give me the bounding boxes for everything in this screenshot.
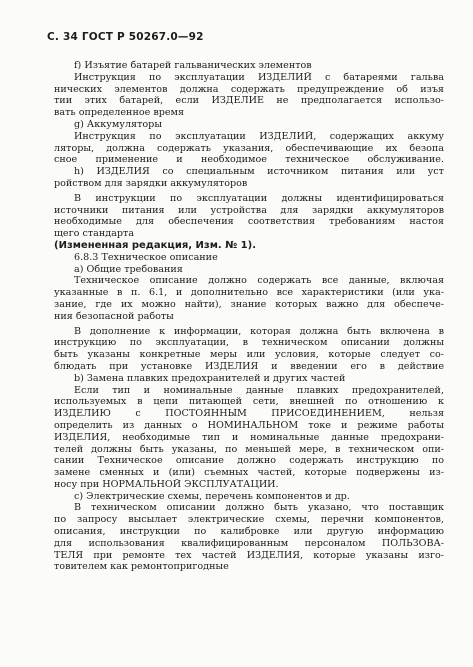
text-line: g) Аккумуляторы [74, 118, 162, 130]
text-line: необходимые для обеспечения соответствия требованиям настоя [54, 216, 444, 228]
text-line: инструкцию по эксплуатации, в техническом описании должны [54, 337, 444, 349]
text-line: В инструкции по эксплуатации должны идентифицироваться [74, 192, 444, 204]
text-line: ройством для зарядки аккумуляторов [54, 177, 248, 189]
text-line: нических элементов должна содержать предупреждение об изъя [54, 83, 444, 95]
text-line: щего стандарта [54, 228, 135, 240]
text-line: используемых в цепи питающей сети, внешней по отношению к [54, 396, 444, 408]
amendment-note: (Измененная редакция, Изм. № 1). [54, 239, 257, 251]
text-line: Если тип и номинальные данные плавких предохранителей, [74, 384, 444, 396]
text-line: 6.8.3 Техническое описание [74, 251, 218, 263]
text-line: описания, инструкции по калибровке или другую информацию [54, 526, 444, 538]
text-line: определить из данных о НОМИНАЛЬНОМ токе и режиме работы [54, 419, 444, 431]
text-line: а) Общие требования [74, 263, 183, 275]
text-line: вать определенное время [54, 107, 185, 119]
text-line: быть указаны конкретные меры или условия, которые следует со- [54, 349, 444, 361]
text-line: ляторы, должна содержать указания, обеспечивающие их безопа [54, 142, 444, 154]
text-line: ИЗДЕЛИЮ с ПОСТОЯННЫМ ПРИСОЕДИНЕНИЕМ, нельзя [54, 408, 444, 420]
text-line: ния безопасной работы [54, 310, 174, 322]
document-body [54, 60, 444, 573]
text-line: сании Техническое описание должно содержать инструкцию по [54, 455, 444, 467]
text-line: f) Изъятие батарей гальванических элементов [74, 60, 312, 71]
text-line: блюдать при установке ИЗДЕЛИЯ и введении его в действие [54, 360, 444, 372]
text-line: b) Замена плавких предохранителей и других частей [74, 372, 346, 384]
page-header: С. 34 ГОСТ Р 50267.0—92 [47, 31, 204, 43]
text-line: для использования квалифицированным персоналом ПОЛЬЗОВА- [54, 537, 444, 549]
text-line: Инструкция по эксплуатации ИЗДЕЛИЙ, содержащих аккуму [74, 130, 444, 142]
text-line: сное применение и необходимое техническое обслуживание. [54, 154, 444, 166]
text-line: источники питания или устройства для зарядки аккумуляторов [54, 204, 444, 216]
text-line: Техническое описание должно содержать все данные, включая [74, 275, 444, 287]
text-line: товителем как ремонтопригодные [54, 561, 229, 573]
text-line: носу при НОРМАЛЬНОЙ ЭКСПЛУАТАЦИИ. [54, 478, 279, 490]
text-line: Инструкция по эксплуатации ИЗДЕЛИЙ с батареями гальва [74, 71, 444, 83]
text-line: ИЗДЕЛИЯ, необходимые тип и номинальные данные предохрани- [54, 431, 444, 443]
text-line: телей должны быть указаны, по меньшей мере, в техническом опи- [54, 443, 444, 455]
text-line: В техническом описании должно быть указано, что поставщик [74, 502, 444, 514]
text-line: тии этих батарей, если ИЗДЕЛИЕ не предполагается использо- [54, 95, 444, 107]
text-line: ТЕЛЯ при ремонте тех частей ИЗДЕЛИЯ, которые указаны изго- [54, 549, 444, 561]
text-line: зание, где их можно найти), знание которых важно для обеспече- [54, 298, 444, 310]
text-line: замене сменных и (или) съемных частей, которые подвержены из- [54, 467, 444, 479]
text-line: по запросу высылает электрические схемы, перечни компонентов, [54, 514, 444, 526]
text-line: h) ИЗДЕЛИЯ со специальным источником питания или уст [74, 166, 444, 178]
text-line: указанные в п. 6.1, и дополнительно все характеристики (или ука- [54, 287, 444, 299]
text-line: В дополнение к информации, которая должна быть включена в [74, 325, 444, 337]
text-line: с) Электрические схемы, перечень компонентов и др. [74, 490, 350, 502]
